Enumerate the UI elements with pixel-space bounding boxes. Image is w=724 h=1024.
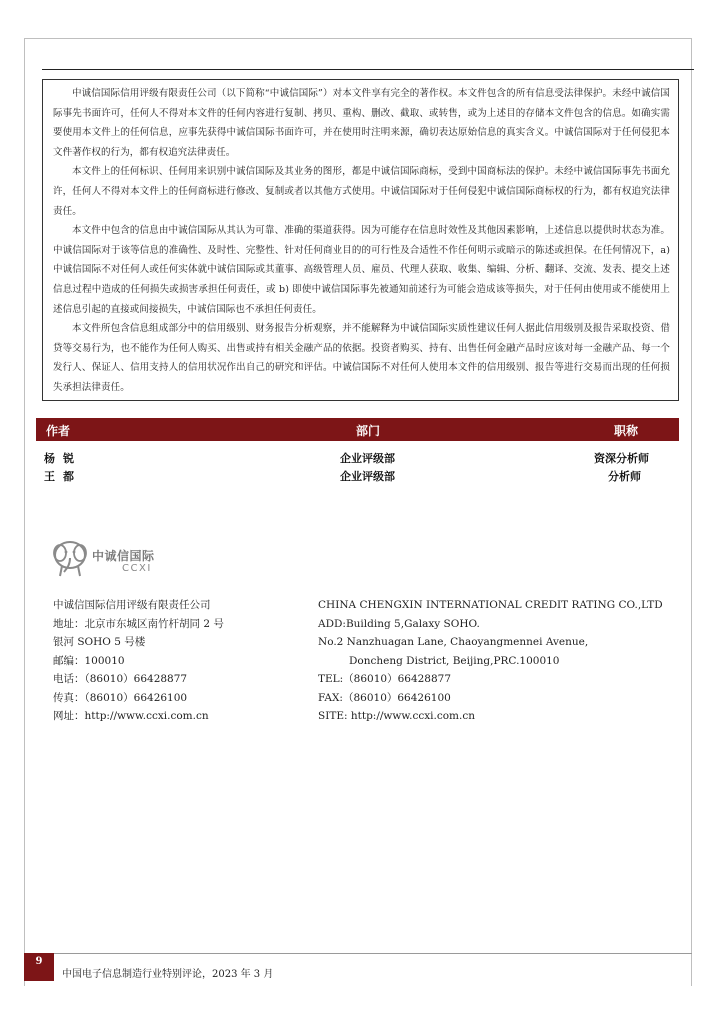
staff-title: 分析师 (608, 470, 641, 483)
contact-chinese (53, 596, 224, 726)
disclaimer-paragraph-trademark: 本文件上的任何标识、任何用来识别中诚信国际及其业务的图形，都是中诚信国际商标，受到中国商标法的保护。未经中诚信国际事先书面允许，任何人不得对本文件上的任何商标进行修改、复制或者以其他方式使用。中诚信国际对于任何侵犯中诚信国际商标权的行为，都有权追究法律责任。 (53, 166, 670, 217)
ccxi-elephant-logo-icon (48, 536, 92, 580)
page-number: 9 (24, 953, 54, 981)
company-name-en: CHINA CHENGXIN INTERNATIONAL CREDIT RATING CO.,LTD (318, 599, 663, 611)
contact-english (318, 596, 663, 726)
staff-title: 资深分析师 (594, 452, 649, 465)
address-cn-line2: 银河 SOHO 5 号楼 (53, 636, 146, 648)
header-title: 职称 (614, 424, 639, 438)
phone-en: TEL:（86010）66428877 (318, 673, 452, 685)
website-en[interactable]: SITE: http://www.ccxi.com.cn (318, 710, 475, 722)
header-rule (42, 69, 694, 70)
address-en: ADD:Building 5,Galaxy SOHO. (318, 617, 480, 630)
staff-row (36, 450, 679, 468)
header-author: 作者 (46, 424, 71, 438)
logo-chinese-text: 中诚信国际 (92, 549, 155, 563)
ccxi-logo (48, 534, 188, 580)
phone-cn: 电话：（86010）66428877 (53, 673, 188, 685)
fax-cn: 传真：（86010）66426100 (53, 691, 188, 704)
postcode-cn: 邮编：100010 (53, 654, 125, 667)
footer-report-title: 中国电子信息制造行业特别评论，2023 年 3 月 (62, 969, 274, 980)
address-cn: 地址：北京市东城区南竹杆胡同 2 号 (53, 617, 224, 630)
staff-name: 杨锐 (44, 452, 82, 465)
staff-table-header (36, 418, 679, 441)
footer-rule (24, 953, 692, 954)
copyright-disclaimer-box (42, 79, 679, 401)
staff-department: 企业评级部 (340, 452, 395, 465)
header-department: 部门 (356, 424, 381, 438)
disclaimer-paragraph-copyright: 中诚信国际信用评级有限责任公司（以下简称“中诚信国际”）对本文件享有完全的著作权。本文件包含的所有信息受法律保护。未经中诚信国际事先书面许可，任何人不得对本文件的任何内容进行复制、拷贝、重构、删改、截取、或转售，或为上述目的存储本文件包含的信息。如确实需要使用本文件上的任何信息，应事先获得中诚信国际书面许可，并在使用时注明来源，确切表达原始信息的真实含义。中诚信国际对于任何侵犯本文件著作权的行为，都有权追究法律责任。 (53, 88, 670, 158)
disclaimer-paragraph-rating-use: 本文件所包含信息组成部分中的信用级别、财务报告分析观察，并不能解释为中诚信国际实质性建议任何人据此信用级别及报告采取投资、借贷等交易行为，也不能作为任何人购买、出售或持有相关金融产品的依据。投资者购买、持有、出售任何金融产品时应该对每一金融产品、每一个发行人、保证人、信用支持人的信用状况作出自己的研究和评估。中诚信国际不对任何人使用本文件的信用级别、报告等进行交易而出现的任何损失承担法律责任。 (53, 323, 670, 393)
address-en-line2: No.2 Nanzhuagan Lane, Chaoyangmennei Avenue, (318, 636, 589, 648)
staff-row (36, 468, 679, 486)
fax-en: FAX:（86010）66426100 (318, 691, 451, 704)
staff-name: 王都 (44, 470, 82, 483)
disclaimer-paragraph-liability: 本文件中包含的信息由中诚信国际从其认为可靠、准确的渠道获得。因为可能存在信息时效性及其他因素影响，上述信息以提供时状态为准。中诚信国际对于该等信息的准确性、及时性、完整性、针对任何商业目的的可行性及合适性不作任何明示或暗示的陈述或担保。在任何情况下，a) 中诚信国际不对任何人或任何实体就中诚信国际或其董事、高级管理人员、雇员、代理人获取、收集、编辑、分析、翻译、交流、发表、提交上述信息过程中造成的任何损失或损害承担任何责任，或 b) 即使中诚信国际事先被通知前述行为可能会造成该等损失，对于任何由使用或不能使用上述信息引起的直接或间接损失，中诚信国际也不承担任何责任。 (53, 225, 670, 315)
address-en-line3: Doncheng District, Beijing,PRC.100010 (349, 654, 560, 667)
logo-english-text: CCXI (122, 563, 152, 574)
staff-department: 企业评级部 (340, 470, 395, 483)
company-name-cn: 中诚信国际信用评级有限责任公司 (53, 599, 211, 611)
website-cn[interactable]: 网址：http://www.ccxi.com.cn (53, 710, 209, 722)
